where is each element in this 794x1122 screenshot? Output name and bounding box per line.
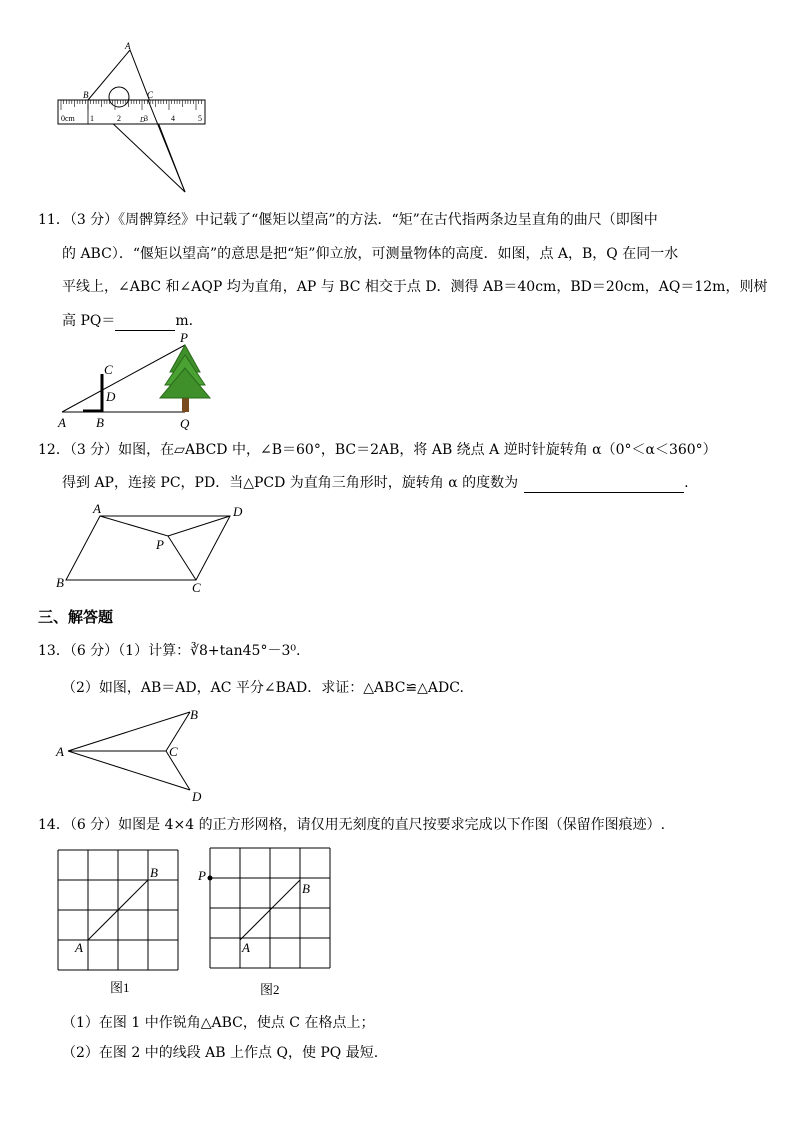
q11-line4-post: m. — [175, 313, 194, 329]
label-D: D — [140, 116, 146, 124]
q13-label-B: B — [190, 707, 198, 722]
fig2-point-P — [208, 876, 213, 881]
tick-label-5: 5 — [198, 114, 202, 123]
q11-label-C: C — [104, 362, 113, 377]
q12-line2-post: . — [684, 475, 689, 491]
q13-label-A: A — [56, 744, 64, 759]
tick-label-3: 3 — [144, 114, 148, 123]
q11-label-D: D — [106, 389, 116, 404]
q11-label-B: B — [96, 415, 104, 430]
fig2-label-P: P — [198, 868, 206, 883]
label-B: B — [83, 90, 89, 100]
q11-line1: 11．（3 分）《周髀算经》中记载了“偃矩以望高”的方法．“矩”在古代指两条边呈直角的曲尺（即图中 — [38, 212, 658, 228]
fig1-label-A: A — [75, 940, 83, 955]
fig2-label-A: A — [242, 940, 250, 955]
q14-intro: 14．（6 分）如图是 4×4 的正方形网格，请仅用无刻度的直尺按要求完成以下作图（保留作图痕迹）. — [38, 817, 666, 833]
q11-label-A: A — [58, 415, 66, 430]
q13-label-C: C — [169, 744, 178, 759]
q11-line2: 的 ABC）．“偃矩以望高”的意思是把“矩”仰立放，可测量物体的高度．如图，点 A，B，Q 在同一水 — [62, 246, 679, 262]
tick-label-1: 1 — [90, 114, 94, 123]
q14-sub1: （1）在图 1 中作锐角△ABC，使点 C 在格点上； — [62, 1015, 375, 1031]
fig2-caption: 图2 — [260, 982, 280, 997]
tick-label-2: 2 — [117, 114, 121, 123]
q12-label-D: D — [233, 504, 243, 519]
q11-line4-pre: 高 PQ＝ — [62, 313, 116, 329]
q12-line1: 12．（3 分）如图，在▱ABCD 中，∠B＝60°，BC＝2AB，将 AB 绕点 A 逆时针旋转角 α（0°＜α＜360°） — [38, 442, 717, 458]
tick-label-0: 0cm — [61, 114, 75, 123]
tick-label-4: 4 — [171, 114, 175, 123]
fig1-label-B: B — [150, 865, 158, 880]
q13-label-D: D — [192, 789, 202, 804]
grid-figure-2 — [210, 848, 330, 968]
q11-line3: 平线上，∠ABC 和∠AQP 均为直角，AP 与 BC 相交于点 D．测得 AB＝40cm，BD＝20cm，AQ＝12m，则树 — [62, 279, 768, 295]
label-C: C — [147, 90, 154, 100]
q14-sub2: （2）在图 2 中的线段 AB 上作点 Q，使 PQ 最短. — [62, 1045, 379, 1061]
q13-part2: （2）如图，AB＝AD，AC 平分∠BAD．求证：△ABC≌△ADC. — [62, 680, 464, 696]
q12-line2-pre: 得到 AP，连接 PC，PD．当△PCD 为直角三角形时，旋转角 α 的度数为 — [62, 475, 519, 491]
label-A: A — [125, 41, 131, 51]
q12-label-B: B — [56, 575, 64, 590]
section-title: 三、解答题 — [38, 608, 114, 626]
q13-part1: 13．（6 分）（1）计算：∛8+tan45°－3⁰. — [38, 643, 301, 659]
q11-label-P: P — [180, 330, 188, 345]
fig1-caption: 图1 — [110, 980, 130, 995]
q11-label-Q: Q — [180, 416, 190, 431]
fig2-label-B: B — [302, 881, 310, 896]
q12-label-C: C — [192, 580, 201, 595]
q12-label-A: A — [93, 501, 101, 516]
q12-label-P: P — [156, 537, 164, 552]
